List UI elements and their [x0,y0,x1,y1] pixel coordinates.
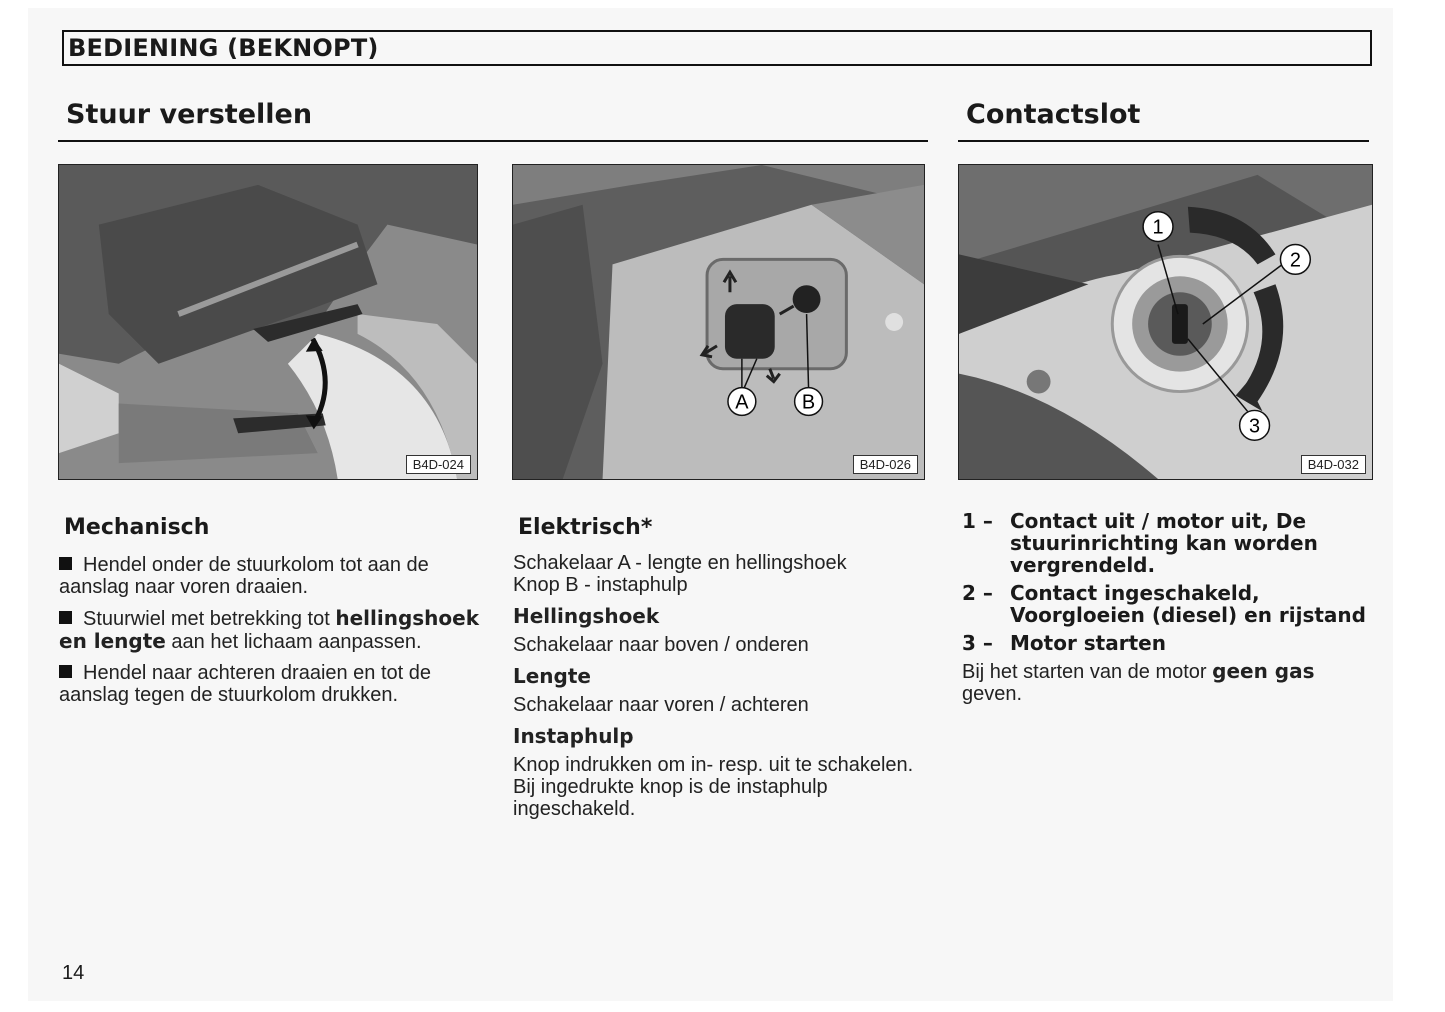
elektrisch-line-1: Schakelaar A - lengte en hellingshoek [513,552,847,574]
figure-label: B4D-026 [853,455,918,474]
elektrisch-block [513,552,927,820]
mechanisch-list [59,554,479,715]
text-instaphulp: Knop indrukken om in- resp. uit te schakelen. Bij ingedrukte knop is de instaphulp ingeschakeld. [513,754,914,820]
figure-label: B4D-024 [406,455,471,474]
callout-a: A [735,391,749,414]
callout-2: 2 [1289,249,1301,272]
chapter-header [62,30,1372,66]
figure-ignition-lock [958,164,1373,480]
figure-electric-switch [512,164,925,480]
callout-b: B [801,391,816,414]
page-background [28,8,1393,1001]
subheading-elektrisch: Elektrisch* [518,515,653,540]
callout-1: 1 [1152,216,1164,239]
heading-hellingshoek: Hellingshoek [513,604,660,628]
chapter-title: BEDIENING (BEKNOPT) [68,34,379,62]
callout-3: 3 [1249,415,1261,438]
elektrisch-line-2: Knop B - instaphulp [513,574,688,596]
figure-mechanical-lever [58,164,478,480]
subheading-mechanisch: Mechanisch [64,515,210,540]
list-item: Hendel naar achteren draaien en tot de aanslag tegen de stuurkolom drukken. [59,662,432,706]
text-hellingshoek: Schakelaar naar boven / onderen [513,634,809,656]
heading-instaphulp: Instaphulp [513,724,634,748]
bullet-square-icon [59,611,72,624]
list-item: Stuurwiel met betrekking tot hellingshoek en lengte aan het lichaam aanpassen. [59,606,480,653]
list-item: 2 – Contact ingeschakeld, Voorgloeien (diesel) en rijstand [962,581,1366,627]
ignition-note: Bij het starten van de motor geen gas geven. [962,659,1315,705]
list-item: 1 – Contact uit / motor uit, De stuurinrichting kan worden vergrendeld. [962,509,1318,577]
list-item: Hendel onder de stuurkolom tot aan de aanslag naar voren draaien. [59,554,429,598]
section-rule-right [958,140,1369,142]
bullet-square-icon [59,665,72,678]
section-title-contactslot: Contactslot [966,99,1141,130]
ignition-positions-list [962,510,1376,705]
text-lengte: Schakelaar naar voren / achteren [513,694,809,716]
list-item: 3 – Motor starten [962,631,1166,655]
heading-lengte: Lengte [513,664,591,688]
figure-label: B4D-032 [1301,455,1366,474]
bullet-square-icon [59,557,72,570]
page-number: 14 [62,962,85,984]
section-title-stuur: Stuur verstellen [66,99,313,130]
section-rule-left [58,140,928,142]
